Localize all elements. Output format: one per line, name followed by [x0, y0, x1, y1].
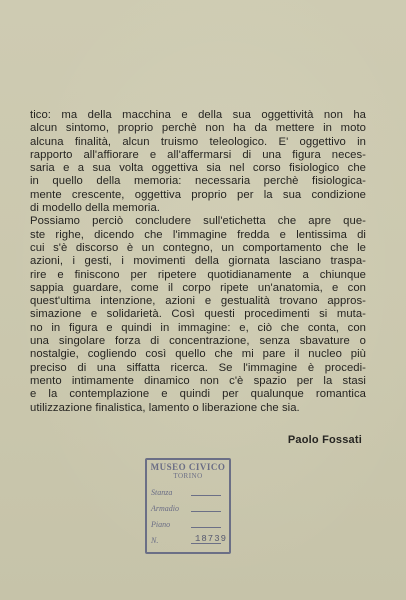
text-line: cui s'è discorso è un contegno, un comportamento che le	[30, 241, 366, 254]
text-line: Possiamo perciò concludere sull'etichetta che apre que-	[30, 215, 366, 228]
text-line: alcuna finalità, alcun truismo teleologico. E' oggettivo in	[30, 135, 366, 148]
stamp-field-label: Armadio	[151, 504, 179, 513]
text-line: tico: ma della macchina e della sua oggettività non ha	[30, 109, 366, 121]
text-line: preciso di una siffatta ricerca. Se l'immagine è procedi-	[30, 361, 366, 374]
stamp-field-value: 18739	[195, 534, 228, 544]
author-signature: Paolo Fossati	[287, 434, 362, 446]
stamp-title: MUSEO CIVICO	[150, 462, 226, 472]
text-line: sappia guardare, come il corpo ripete un'anatomia, e con	[30, 281, 366, 294]
text-line: mente crescente, oggettiva proprio per la sua condizione	[30, 188, 366, 201]
text-line: no in figura e quindi in immagine: e, ciò che conta, con	[30, 321, 366, 334]
stamp-field-number	[151, 534, 228, 545]
text-line: di modello della memoria.	[30, 202, 160, 215]
text-line: saria e a sua volta oggettiva sia nel corso fisiologico che	[30, 162, 366, 175]
text-line: nostalgie, cogliendo così quello che mi pare il nucleo più	[30, 348, 366, 361]
text-line: ste righe, dicendo che l'immagine fredda e lentissima di	[30, 228, 366, 241]
text-line: azioni, i gesti, i movimenti della giornata lasciano traspa-	[30, 255, 366, 268]
stamp-field-label: Piano	[151, 520, 171, 529]
text-line: alcun sintomo, proprio perchè non ha da mettere in moto	[30, 122, 366, 135]
stamp-field-label: N.	[151, 536, 159, 545]
stamp-field-rule	[191, 511, 221, 512]
stamp-field-rule	[191, 527, 221, 528]
stamp-field-piano	[151, 520, 225, 529]
body-text	[30, 109, 366, 415]
text-line: rire e finiscono per ripetere quotidianamente a chiunque	[30, 268, 366, 281]
text-line: quest'ultima intenzione, azioni e gestualità trovano appros-	[30, 295, 366, 308]
text-line: rapporto all'affiorare e all'affermarsi di una figura neces-	[30, 148, 366, 161]
text-line: in quello della memoria: necessaria perchè fisiologica-	[30, 175, 366, 188]
text-line: utilizzazione finalistica, lamento o liberazione che sia.	[30, 401, 300, 414]
stamp-field-label: Stanza	[151, 488, 173, 497]
museum-stamp	[145, 458, 231, 554]
text-line: e la contemplazione e quindi per qualunque romantica	[30, 388, 366, 401]
stamp-field-stanza	[151, 488, 225, 497]
stamp-subtitle: TORINO	[173, 472, 203, 480]
text-line: una singolare forza di concentrazione, senza sbavature o	[30, 335, 366, 348]
stamp-field-rule	[191, 495, 221, 496]
stamp-field-armadio	[151, 504, 225, 513]
text-line: simazione e solidarietà. Così questi procedimenti si muta-	[30, 308, 366, 321]
text-line: mento intimamente dinamico non c'è spazio per la stasi	[30, 374, 366, 387]
